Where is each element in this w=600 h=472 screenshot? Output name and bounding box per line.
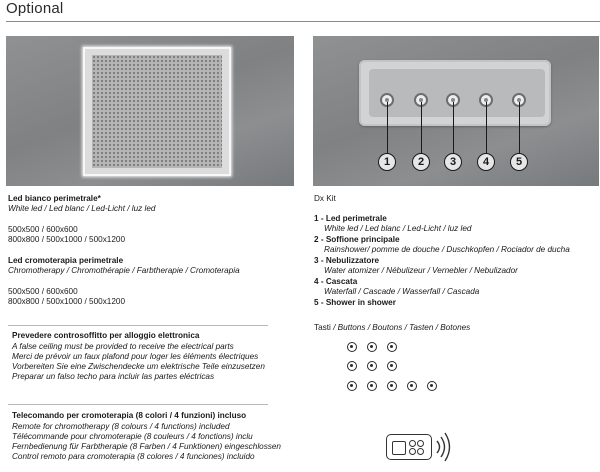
callout-5: 5 [510, 153, 528, 171]
callout-3: 3 [444, 153, 462, 171]
kit-item-4-desc: Waterfall / Cascade / Wasserfall / Cascada [324, 287, 480, 296]
button-dot-icon [427, 381, 437, 391]
button-dot-icon [387, 381, 397, 391]
led-white-title: Led bianco perimetrale* [8, 194, 101, 203]
led-chromo-sizes-1: 500x500 / 600x600 [8, 287, 78, 296]
divider [8, 325, 268, 326]
remote-line: Control remoto para cromoterapia (8 colores / 4 funciones) incluido [12, 452, 255, 461]
kit-item-3: 3 - Nebulizzatore [314, 256, 380, 265]
kit-item-3-desc: Water atomizer / Nébulizeur / Vernebler / Nebulizador [324, 266, 518, 275]
remote-control-icon [386, 434, 432, 460]
remote-line: Télécommande pour chromoterapie (8 couleurs / 4 fonctions) inclu [12, 432, 253, 441]
button-dot-icon [407, 381, 417, 391]
button-dot-icon [367, 361, 377, 371]
shower-head-grid [92, 55, 222, 168]
led-white-sizes-2: 800x800 / 500x1000 / 500x1200 [8, 235, 125, 244]
button-dot-icon [347, 381, 357, 391]
control-plate-photo [313, 36, 599, 186]
ceiling-line: A false ceiling must be provided to receive the electrical parts [12, 342, 234, 351]
ceiling-line: Vorbereiten Sie eine Zwischendecke um elektrische Teile einzusetzen [12, 362, 265, 371]
button-dot-icon [387, 342, 397, 352]
kit-item-2-desc: Rainshower/ pomme de douche / Duschkopfen / Rociador de ducha [324, 245, 570, 254]
button-dot-icon [347, 361, 357, 371]
kit-item-4: 4 - Cascata [314, 277, 358, 286]
page-title: Optional [6, 0, 64, 17]
led-white-sizes-1: 500x500 / 600x600 [8, 225, 78, 234]
callout-4: 4 [477, 153, 495, 171]
remote-line: Remote for chromotherapy (8 colours / 4 functions) included [12, 422, 230, 431]
button-dot-icon [347, 342, 357, 352]
ceiling-line: Merci de prévoir un faux plafond pour loger les éléments électriques [12, 352, 259, 361]
kit-item-2: 2 - Soffione principale [314, 235, 400, 244]
kit-item-1: 1 - Led perimetrale [314, 214, 387, 223]
button-dot-icon [387, 361, 397, 371]
wireless-signal-icon [434, 432, 454, 462]
ceiling-line: Preparar un falso techo para incluir las partes eléctricas [12, 372, 215, 381]
ceiling-shower-photo [6, 36, 294, 186]
divider [8, 404, 268, 405]
callout-2: 2 [412, 153, 430, 171]
title-rule [6, 21, 600, 22]
remote-title: Telecomando per cromoterapia (8 colori / 4 funzioni) incluso [12, 411, 247, 420]
kit-item-5: 5 - Shower in shower [314, 298, 396, 307]
ceiling-title: Prevedere controsoffitto per alloggio elettronica [12, 331, 200, 340]
remote-line: Fernbedienung für Farbtherapie (8 Farben / 4 Funktionen) eingeschlossen [12, 442, 281, 451]
led-white-langs: White led / Led blanc / Led-Licht / luz led [8, 204, 156, 213]
callout-1: 1 [378, 153, 396, 171]
led-chromo-sizes-2: 800x800 / 500x1000 / 500x1200 [8, 297, 125, 306]
kit-title: Dx Kit [314, 194, 336, 203]
button-dot-icon [367, 342, 377, 352]
buttons-label: Tasti / Buttons / Boutons / Tasten / Botones [314, 323, 471, 332]
led-chromo-langs: Chromotherapy / Chromothérapie / Farbtherapie / Cromoterapia [8, 266, 240, 275]
kit-item-1-desc: White led / Led blanc / Led-Licht / luz led [324, 224, 472, 233]
button-dot-icon [367, 381, 377, 391]
led-chromo-title: Led cromoterapia perimetrale [8, 256, 124, 265]
